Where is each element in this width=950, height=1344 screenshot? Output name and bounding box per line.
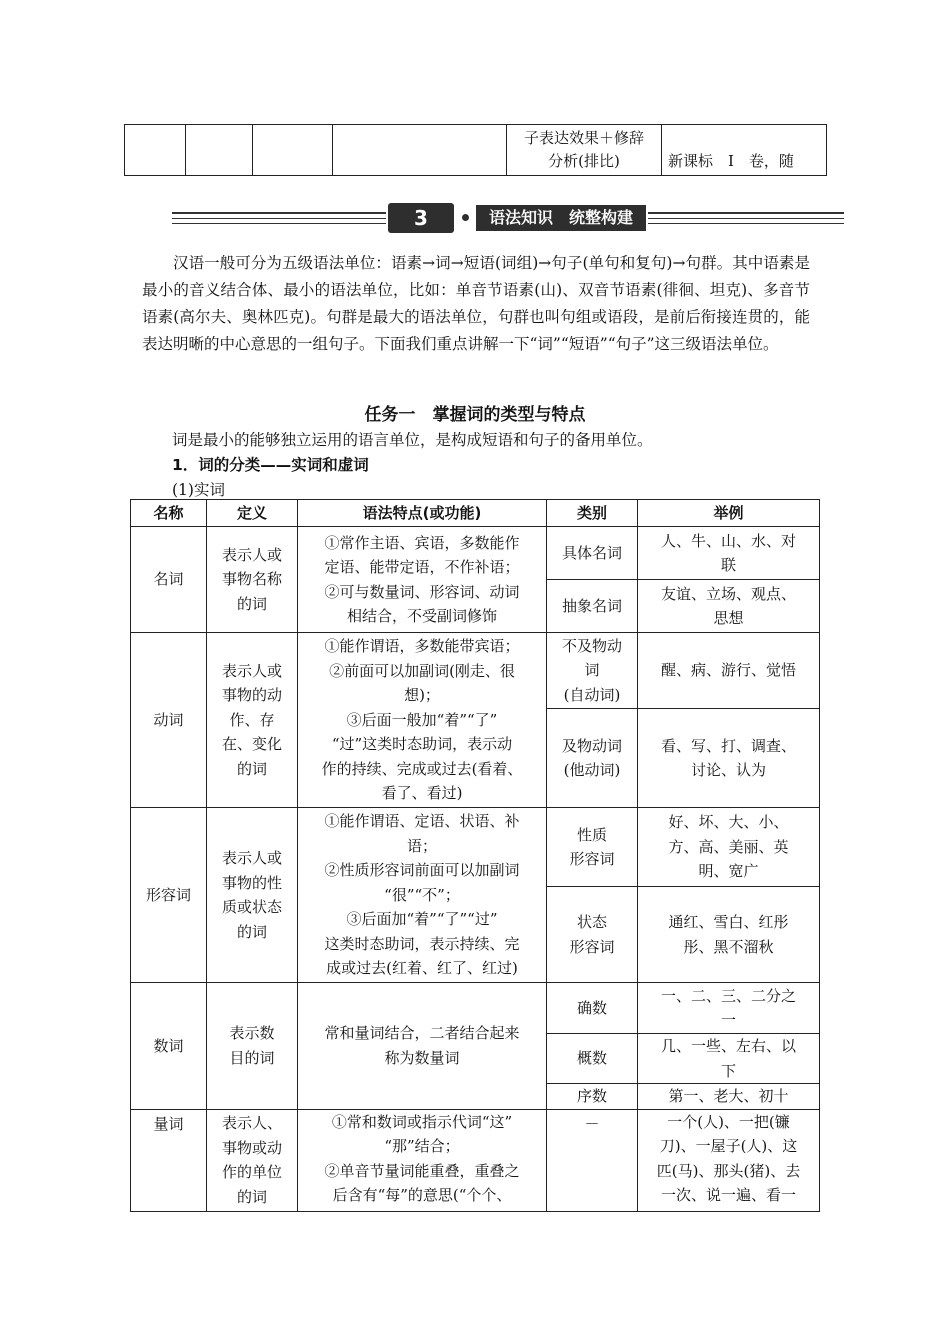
cell-line: 表示人、	[221, 1114, 282, 1132]
cell-line: 联	[720, 556, 736, 574]
cell-line: 分析(排比)	[548, 152, 620, 170]
name-cell: 形容词	[131, 808, 207, 983]
cell-line: 表示数	[229, 1024, 275, 1043]
cell-line: 表示人或	[221, 849, 282, 867]
cell-line: 想)；	[404, 686, 440, 705]
cell-line: 语；	[406, 836, 437, 855]
name-cell: 数词	[131, 983, 207, 1110]
table-row	[131, 1109, 820, 1211]
category-cell: 序数	[547, 1084, 638, 1110]
cell-line: (自动词)	[563, 685, 621, 704]
example-cell	[638, 709, 820, 808]
cell-line: 作、存	[229, 710, 275, 729]
cell-line: “那”结合；	[384, 1137, 460, 1155]
cell-line: 这类时态助词，表示持续、完	[324, 934, 520, 953]
cell-line: ①常作主语、宾语，多数能作	[324, 533, 520, 552]
category-cell	[547, 633, 638, 709]
banner-rule	[648, 218, 844, 219]
header-cell: 语法特点(或功能)	[298, 500, 547, 527]
example-cell	[638, 808, 820, 887]
cell-line: 下	[720, 1061, 736, 1080]
cell-line: 性质	[576, 825, 607, 844]
category-cell: 概数	[547, 1034, 638, 1084]
cell-empty	[333, 125, 507, 176]
definition-cell	[207, 808, 298, 983]
cell-line: 看、写、打、调查、	[660, 736, 796, 755]
cell-line: 及物动词	[561, 736, 622, 755]
section-title: 语法知识 统整构建	[476, 205, 646, 231]
example-cell	[638, 527, 820, 580]
table-row	[131, 983, 820, 1034]
cell-empty	[125, 125, 186, 176]
cell-line: 匹(马)、那头(猪)、去	[656, 1161, 801, 1180]
banner-rule	[648, 212, 844, 214]
cell-line: 不及物动	[561, 636, 622, 655]
cell-empty	[186, 125, 253, 176]
cell-line: 友谊、立场、观点、	[660, 584, 796, 603]
subheading: 1．词的分类——实词和虚词	[172, 456, 369, 474]
cell-line: 状态	[576, 913, 607, 931]
cell-line: 一	[720, 1011, 736, 1029]
banner-rule	[172, 218, 386, 219]
cell-line: ①能作谓语、定语、状语、补	[324, 812, 520, 831]
name-cell: 动词	[131, 633, 207, 808]
category-cell: －	[547, 1109, 638, 1211]
cell-line: 词	[584, 661, 600, 680]
cell-line: 目的词	[229, 1048, 275, 1067]
cell-line: 质或状态	[221, 898, 282, 916]
cell-line: “过”这类时态助词，表示动	[331, 735, 513, 754]
cell-line: 一、二、三、二分之	[660, 986, 796, 1005]
example-cell	[638, 1034, 820, 1084]
cell-line: 几、一些、左右、以	[660, 1037, 796, 1055]
cell-source: 新课标 Ⅰ 卷，随	[662, 125, 827, 176]
example-cell: 醒、病、游行、觉悟	[638, 633, 820, 709]
example-cell	[638, 887, 820, 983]
cell-line: ②单音节量词能重叠，重叠之	[324, 1161, 520, 1180]
category-cell	[547, 887, 638, 983]
cell-line: 的词	[236, 1187, 267, 1206]
header-cell: 名称	[131, 500, 207, 527]
cell-line: ①能作谓语，多数能带宾语；	[324, 637, 520, 656]
intro-paragraph: 汉语一般可分为五级语法单位：语素→词→短语(词组)→句子(单句和复句)→句群。其中语素是最小的音义结合体、最小的语法单位，比如：单音节语素(山)、双音节语素(徘徊、坦克)、多音节语素(高尔夫、奥林匹克)。句群是最大的语法单位，句群也叫句组或语段，是前后衔接连贯的，能表达明晰的中心意思的一组句子。下面我们重点讲解一下“词”“短语”“句子”这三级语法单位。	[142, 254, 810, 353]
table-row	[131, 633, 820, 709]
cell-line: “很”“不”；	[384, 885, 460, 904]
header-cell: 类别	[547, 500, 638, 527]
table-row	[131, 808, 820, 887]
cell-line: 称为数量词	[384, 1048, 460, 1067]
cell-line: ③后面一般加“着”“了”	[346, 710, 498, 729]
cell-line: 明、宽广	[698, 862, 759, 881]
task-description: 词是最小的能够独立运用的语言单位，是构成短语和句子的备用单位。	[172, 431, 653, 449]
header-cell: 定义	[207, 500, 298, 527]
banner-rule	[172, 223, 386, 224]
cell-line: ①常和数词或指示代词“这”	[331, 1112, 513, 1131]
table-row	[131, 527, 820, 580]
cell-line: 事物或动	[221, 1138, 282, 1157]
cell-line: 形容词	[569, 850, 615, 868]
category-cell	[547, 808, 638, 887]
continuation-table	[124, 124, 827, 176]
example-cell	[638, 1109, 820, 1211]
cell-line: 作的单位	[221, 1163, 282, 1181]
cell-line: 看了、看过)	[381, 784, 463, 803]
definition-cell	[207, 633, 298, 808]
feature-cell	[298, 527, 547, 633]
cell-line: 定语、能带定语，不作补语；	[324, 558, 520, 576]
cell-line: 的词	[236, 759, 267, 778]
cell-line: 好、坏、大、小、	[668, 813, 789, 832]
feature-cell	[298, 1109, 547, 1211]
banner-rule	[648, 223, 844, 224]
cell-line: 成或过去(红着、红了、红过)	[326, 959, 518, 978]
feature-cell	[298, 983, 547, 1110]
task-title: 任务一 掌握词的类型与特点	[364, 405, 586, 425]
cell-line: 思想	[713, 609, 744, 627]
cell-line: 后含有“每”的意思(“个个、	[332, 1186, 512, 1204]
cell-line: 通红、雪白、红彤	[668, 913, 789, 931]
definition-cell	[207, 1109, 298, 1211]
cell-line: ②可与数量词、形容词、动词	[324, 582, 520, 601]
cell-line: 常和量词结合，二者结合起来	[324, 1024, 520, 1043]
category-cell: 抽象名词	[547, 580, 638, 633]
cell-line: (他动词)	[563, 761, 621, 779]
cell-line: 方、高、美丽、英	[668, 837, 789, 856]
cell-line: 事物的性	[221, 873, 282, 892]
example-cell: 第一、老大、初十	[638, 1084, 820, 1110]
definition-cell	[207, 527, 298, 633]
section-number: 3	[388, 203, 454, 233]
table-header-row	[131, 500, 820, 527]
word-class-table	[130, 499, 820, 1212]
category-cell	[547, 709, 638, 808]
subsection-label: (1)实词	[172, 481, 225, 499]
category-cell: 具体名词	[547, 527, 638, 580]
cell-empty	[253, 125, 333, 176]
category-cell: 确数	[547, 983, 638, 1034]
cell-line: 事物名称	[221, 570, 282, 589]
cell-line: ③后面加“着”“了”“过”	[346, 910, 498, 929]
cell-line: 子表达效果＋修辞	[523, 129, 644, 147]
name-cell: 名词	[131, 527, 207, 633]
cell-line: ②性质形容词前面可以加副词	[324, 861, 520, 880]
definition-cell	[207, 983, 298, 1110]
cell-line: 作的持续、完成或过去(看着、	[321, 759, 523, 778]
name-cell: 量词	[131, 1109, 207, 1211]
cell-line: 人、牛、山、水、对	[660, 531, 796, 550]
example-cell	[638, 580, 820, 633]
cell-line: 在、变化	[221, 735, 282, 754]
bullet-dot	[462, 214, 469, 221]
banner-rule	[172, 212, 386, 214]
cell-line: 表示人或	[221, 545, 282, 564]
cell-line: 一个(人)、一把(镰	[667, 1112, 790, 1131]
example-cell	[638, 983, 820, 1034]
cell-line: ②前面可以加副词(刚走、很	[329, 661, 515, 680]
cell-line: 形容词	[569, 937, 615, 956]
cell-line: 事物的动	[221, 686, 282, 705]
cell-line: 相结合，不受副词修饰	[346, 607, 497, 625]
cell-analysis	[507, 125, 662, 176]
cell-line: 的词	[236, 594, 267, 613]
cell-line: 一次、说一遍、看一	[660, 1186, 796, 1204]
header-cell: 举例	[638, 500, 820, 527]
cell-line: 刀)、一屋子(人)、这	[659, 1137, 798, 1155]
cell-line: 表示人或	[221, 661, 282, 680]
cell-line: 讨论、认为	[690, 761, 766, 779]
cell-line: 彤、黑不溜秋	[683, 937, 774, 956]
feature-cell	[298, 808, 547, 983]
section-banner	[172, 203, 844, 233]
cell-line: 的词	[236, 922, 267, 941]
feature-cell	[298, 633, 547, 808]
